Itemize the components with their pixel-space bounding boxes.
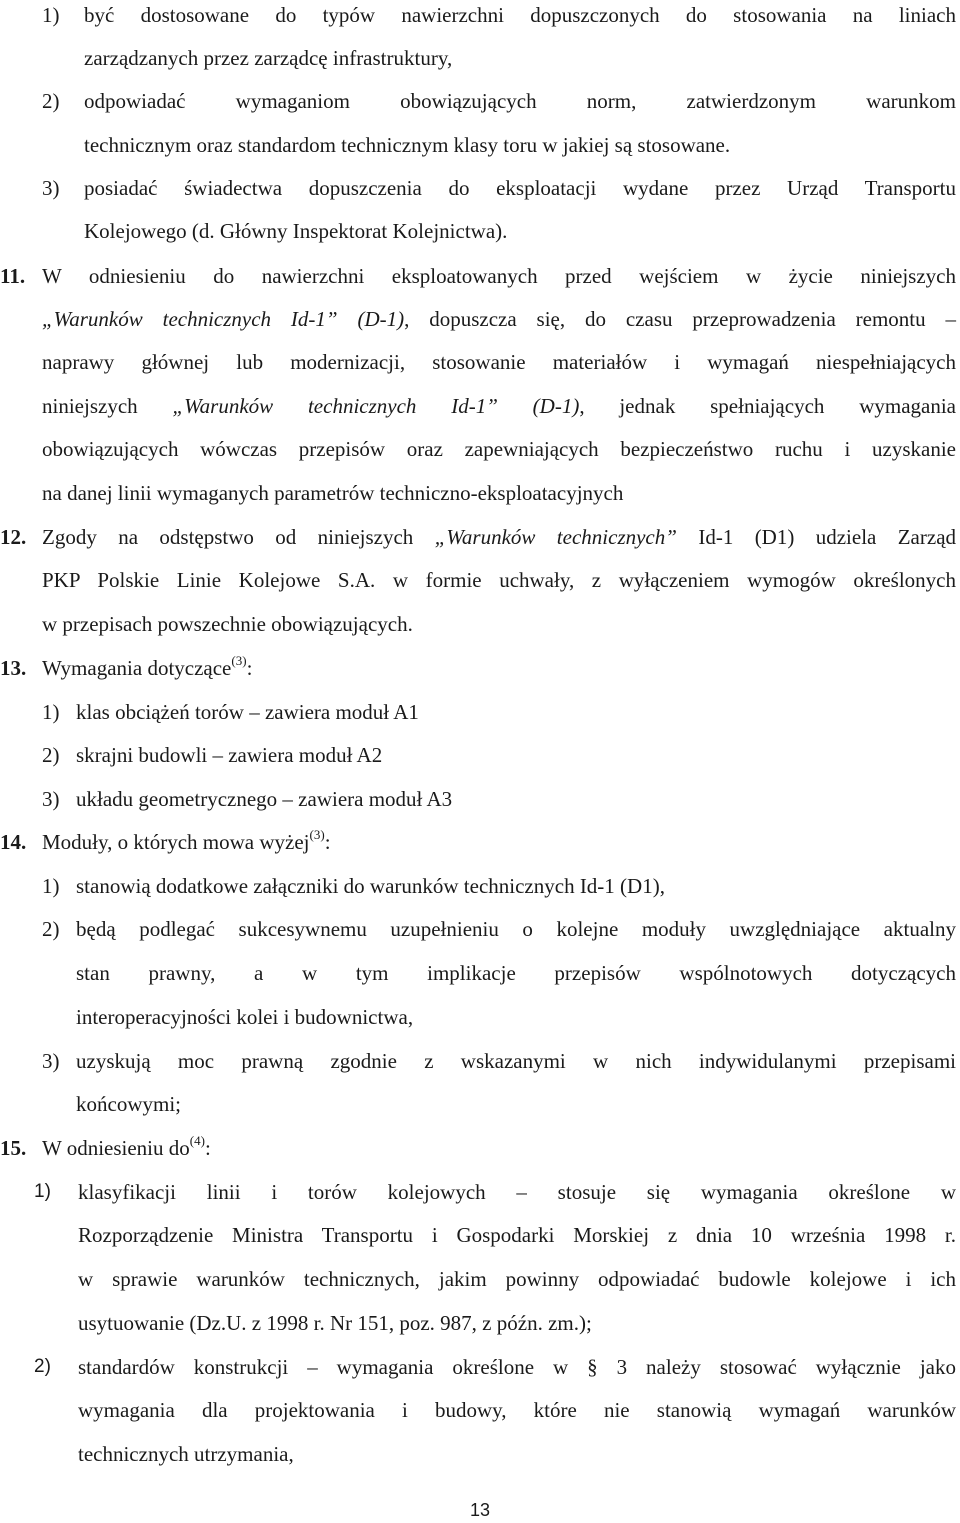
footnote-ref: (4) (189, 1133, 205, 1148)
footnote-ref: (3) (309, 827, 325, 842)
list-number: 2) (42, 917, 60, 941)
list-number: 3) (42, 1049, 60, 1073)
list-item-text: technicznych utrzymania, (78, 1442, 294, 1466)
list-item-text: usytuowanie (Dz.U. z 1998 r. Nr 151, poz. 987, z późn. zm.); (78, 1311, 592, 1335)
section-number: 15. (0, 1136, 27, 1160)
footnote-ref: (3) (231, 653, 247, 668)
page-number: 13 (469, 1500, 491, 1520)
section-number: 12. (0, 525, 27, 549)
paragraph-line: Zgody na odstępstwo od niniejszych „Warunków technicznych” Id-1 (D1) udziela Zarząd (42, 525, 957, 549)
section-heading: Moduły, o których mowa wyżej$^{(3)}$: (42, 827, 331, 854)
list-number: 1) (42, 3, 60, 27)
list-item-text: interoperacyjności kolei i budownictwa, (76, 1005, 414, 1029)
list-number: 2) (42, 743, 60, 767)
list-item-text: technicznym oraz standardom technicznym klasy toru w jakiej są stosowane. (84, 133, 731, 157)
list-item-text: posiadać świadectwa dopuszczenia do eksploatacji wydane przez Urząd Transportu (84, 176, 956, 200)
list-item-text: zarządzanych przez zarządcę infrastruktury, (84, 46, 453, 70)
section-heading: W odniesieniu $do^{(4)}$: (42, 1133, 211, 1160)
list-item-text: wymagania dla projektowania i budowy, które nie stanowią wymagań warunków (78, 1398, 956, 1422)
document-title-italic: „Warunków technicznych Id-1” (D-1) (172, 394, 580, 418)
paragraph-line: w przepisach powszechnie obowiązujących. (42, 612, 413, 636)
section-number: 14. (0, 830, 27, 854)
paragraph-line: PKP Polskie Linie Kolejowe S.A. w formie uchwały, z wyłączeniem wymogów określonych (42, 568, 956, 592)
list-item-text: skrajni budowli – zawiera moduł A2 (76, 743, 383, 767)
list-item-text: stanowią dodatkowe załączniki do warunków technicznych Id-1 (D1), (76, 874, 665, 898)
paragraph-line: na danej linii wymaganych parametrów techniczno-eksploatacyjnych (42, 481, 624, 505)
list-item-text: będą podlegać sukcesywnemu uzupełnieniu o kolejne moduły uwzględniające aktualny (76, 917, 956, 941)
list-item-text: standardów konstrukcji – wymagania określone w § 3 należy stosować wyłącznie jako (78, 1355, 956, 1379)
document-title-italic: „Warunków technicznych Id-1” (D-1) (42, 307, 405, 331)
list-item-text: odpowiadać wymaganiom obowiązujących norm, zatwierdzonym warunkom (84, 89, 956, 113)
list-item-text: klas obciążeń torów – zawiera moduł A1 (76, 700, 419, 724)
list-number: 1) (34, 1181, 51, 1202)
list-item-text: Rozporządzenie Ministra Transportu i Gospodarki Morskiej z dnia 10 września 1998 r. (78, 1223, 956, 1247)
list-item-text: końcowymi; (76, 1092, 181, 1116)
section-number: 13. (0, 656, 27, 680)
list-item-text: w sprawie warunków technicznych, jakim powinny odpowiadać budowle kolejowe i ich (78, 1267, 956, 1291)
list-number: 2) (34, 1356, 51, 1377)
list-item-text: układu geometrycznego – zawiera moduł A3 (76, 787, 453, 811)
list-number: 1) (42, 700, 60, 724)
list-number: 3) (42, 787, 60, 811)
list-number: 3) (42, 176, 60, 200)
paragraph-line: „Warunków technicznych Id-1” (D-1), dopuszcza się, do czasu przeprowadzenia remontu – (42, 307, 956, 331)
paragraph-line: obowiązujących wówczas przepisów oraz zapewniających bezpieczeństwo ruchu i uzyskanie (42, 437, 956, 461)
section-heading: Wymagania dotyczące$^{(3)}$: (42, 653, 253, 680)
paragraph-line: niniejszych „Warunków technicznych Id-1” (D-1), jednak spełniających wymagania (42, 394, 956, 418)
list-item-text: być dostosowane do typów nawierzchni dopuszczonych do stosowania na liniach (84, 3, 956, 27)
document-title-italic: „Warunków technicznych” (434, 525, 677, 549)
paragraph-line: W odniesieniu do nawierzchni eksploatowanych przed wejściem w życie niniejszych (42, 264, 956, 288)
list-item-text: uzyskują moc prawną zgodnie z wskazanymi w nich indywidulanymi przepisami (76, 1049, 956, 1073)
list-item-text: stan prawny, a w tym implikacje przepisów wspólnotowych dotyczących (76, 961, 956, 985)
section-number: 11. (0, 264, 26, 288)
list-number: 2) (42, 89, 60, 113)
list-item-text: klasyfikacji linii i torów kolejowych – stosuje się wymagania określone w (78, 1180, 956, 1204)
list-item-text: Kolejowego (d. Główny Inspektorat Kolejnictwa). (84, 219, 508, 243)
list-number: 1) (42, 874, 60, 898)
paragraph-line: naprawy głównej lub modernizacji, stosowanie materiałów i wymagań niespełniających (42, 350, 956, 374)
